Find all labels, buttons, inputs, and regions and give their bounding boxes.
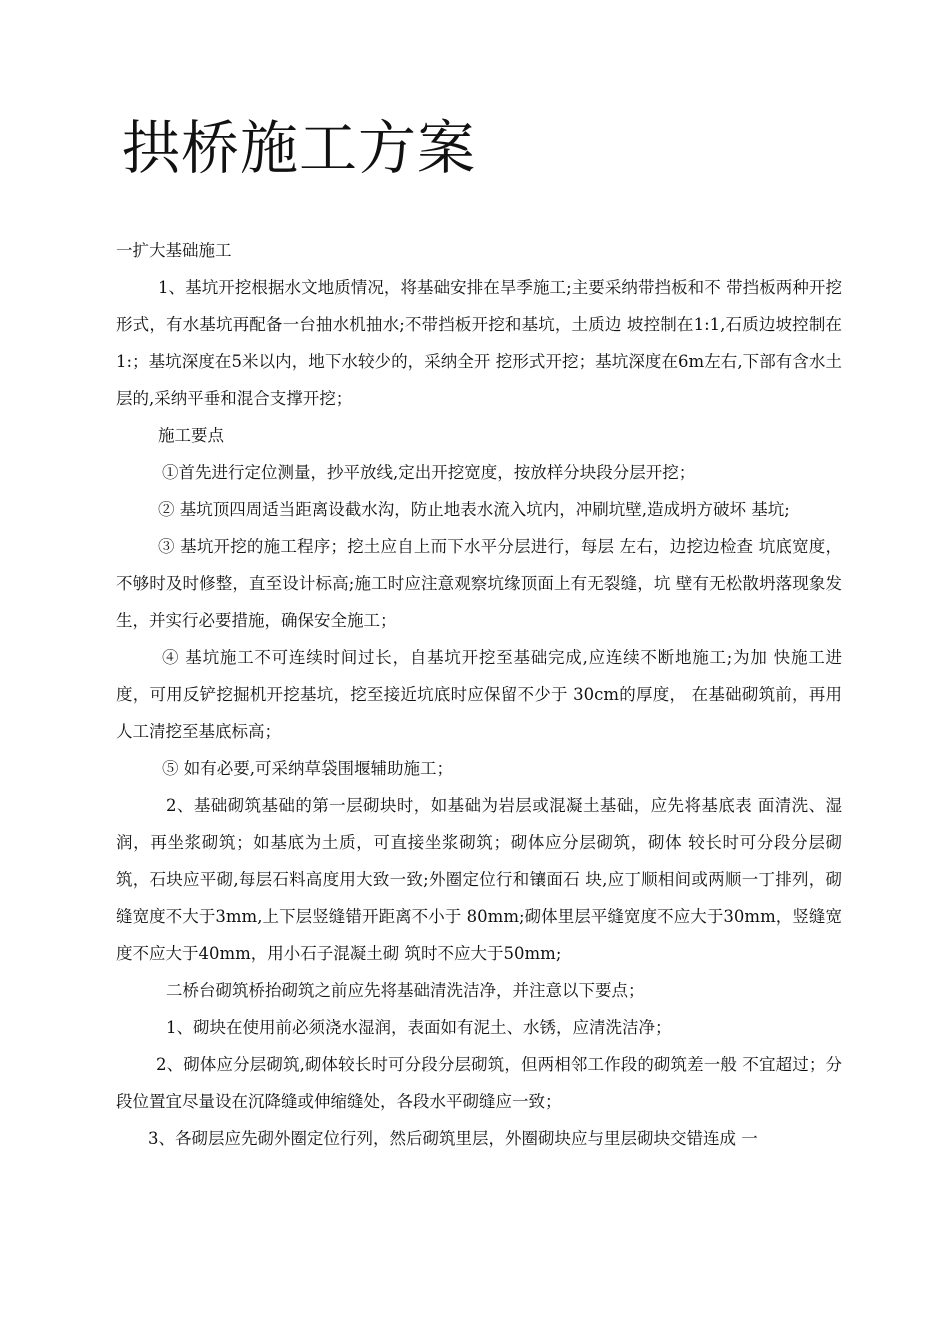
list-item-1: ①首先进行定位测量，抄平放线,定出开挖宽度，按放样分块段分层开挖； bbox=[162, 463, 696, 482]
subheading-key-points: 施工要点 bbox=[158, 426, 224, 445]
section-heading-abutment: 二桥台砌筑桥抬砌筑之前应先将基础清洗洁净，并注意以下要点； bbox=[166, 981, 645, 1000]
paragraph-masonry: 2、基础砌筑基础的第一层砌块时，如基础为岩层或混凝土基础，应先将基底表 面清洗、湿润，再坐浆砌筑；如基底为土质，可直接坐浆砌筑；砌体应分层砌筑，砌体 较长时可分段分层砌筑，石块应平砌,每层石料高度用大致一致;外圈定位行和镶面石 块,应丁顺相间或两顺一丁排列，砌缝宽度不大于3mm,上下层竖缝错开距离不小于 80mm;砌体里层平缝宽度不应大于30mm，竖缝宽度不应大于40mm，用小石子混凝土砌 筑时不应大于50mm; bbox=[116, 796, 842, 963]
document-body bbox=[116, 232, 842, 1157]
section-heading-foundation: 一扩大基础施工 bbox=[116, 241, 232, 260]
abutment-item-2: 2、砌体应分层砌筑,砌体较长时可分段分层砌筑，但两相邻工作段的砌筑差一般 不宜超过；分段位置宜尽量设在沉降缝或伸缩缝处，各段水平砌缝应一致； bbox=[116, 1055, 842, 1111]
document-title: 拱桥施工方案 bbox=[122, 114, 477, 182]
abutment-item-3: 3、各砌层应先砌外圈定位行列，然后砌筑里层，外圈砌块应与里层砌块交错连成 一 bbox=[148, 1129, 758, 1148]
paragraph-excavation: 1、基坑开挖根据水文地质情况，将基础安排在旱季施工;主要采纳带挡板和不 带挡板两种开挖形式，有水基坑再配备一台抽水机抽水;不带挡板开挖和基坑，土质边 坡控制在1:1,石质边坡控制在1:；基坑深度在5米以内，地下水较少的，采纳全开 挖形式开挖；基坑深度在6m左右,下部有含水土层的,采纳平垂和混合支撑开挖； bbox=[116, 278, 842, 408]
list-item-2: ② 基坑顶四周适当距离设截水沟，防止地表水流入坑内，冲刷坑壁,造成坍方破坏 基坑; bbox=[158, 500, 790, 519]
list-item-3: ③ 基坑开挖的施工程序；挖土应自上而下水平分层进行，每层 左右，边挖边检查 坑底宽度，不够时及时修整，直至设计标高;施工时应注意观察坑缘顶面上有无裂缝，坑 壁有无松散坍落现象发生，并实行必要措施，确保安全施工； bbox=[116, 537, 842, 630]
list-item-5: ⑤ 如有必要,可采纳草袋围堰辅助施工； bbox=[162, 759, 453, 778]
abutment-item-1: 1、砌块在使用前必须浇水湿润，表面如有泥土、水锈，应清洗洁净； bbox=[166, 1018, 672, 1037]
list-item-4: ④ 基坑施工不可连续时间过长，自基坑开挖至基础完成,应连续不断地施工;为加 快施工进度，可用反铲挖掘机开挖基坑，挖至接近坑底时应保留不少于 30cm的厚度， 在基础砌筑前，再用人工清挖至基底标高； bbox=[116, 648, 842, 741]
